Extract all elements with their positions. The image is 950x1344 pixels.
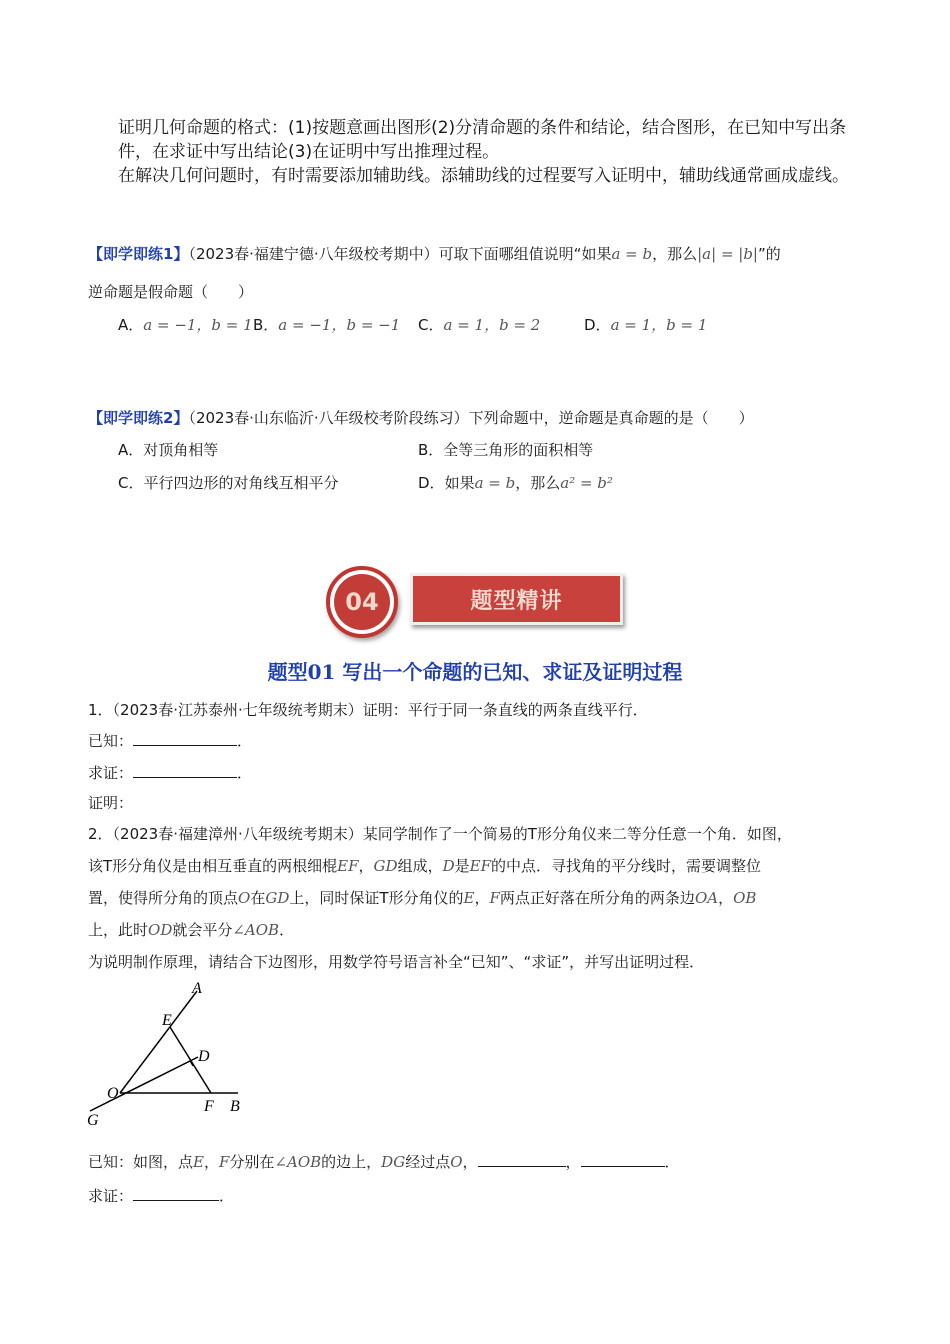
question-1-statement: 证明：平行于同一条直线的两条直线平行． xyxy=(362,701,648,719)
question-1 xyxy=(88,699,648,720)
question-2-source: （2023春·福建漳州·八年级统考期末） xyxy=(112,825,363,843)
known-label: 已知： xyxy=(88,732,134,750)
q2-text: ， xyxy=(718,889,734,907)
t-angle-divider-figure xyxy=(80,975,280,1130)
q2-text: 已知：如图，点 xyxy=(88,1153,194,1171)
exercise-2-question: 下列命题中，逆命题是真命题的是（ ） xyxy=(468,409,754,427)
q2-text: 是 xyxy=(454,857,470,875)
q2-text: 该T形分角仪是由相互垂直的两根细棍 xyxy=(88,857,338,875)
option-math: a = 1，b = 2 xyxy=(443,316,541,334)
q2-math-angle-aob-2: ∠AOB xyxy=(274,1153,322,1171)
exercise-2-source: （2023春·山东临沂·八年级校考阶段练习） xyxy=(188,409,469,427)
q2-text: 上，同时保证T形分角仪的 xyxy=(289,889,464,907)
question-2-line4 xyxy=(88,919,294,940)
question-2-line2 xyxy=(88,855,878,876)
label-a: A xyxy=(192,980,202,997)
option-text: 平行四边形的对角线互相平分 xyxy=(143,474,339,492)
exercise-1-text-b: ，那么 xyxy=(652,245,698,263)
q2-math-d: D xyxy=(442,857,455,875)
label-e: E xyxy=(162,1012,172,1029)
intro-format-paragraph: 证明几何命题的格式：(1)按题意画出图形(2)分清命题的条件和结论，结合图形，在已知中写出条件，在求证中写出结论(3)在证明中写出推理过程。 xyxy=(118,118,847,162)
q2-text: 就会平分 xyxy=(172,921,233,939)
label-f: F xyxy=(204,1098,214,1115)
option-label: C． xyxy=(418,316,444,334)
label-o: O xyxy=(107,1085,119,1102)
q2-math-e-2: E xyxy=(193,1153,204,1171)
q2-text: 两点正好落在所分角的两条边 xyxy=(499,889,695,907)
known-blank-2[interactable] xyxy=(581,1152,665,1167)
q2-text: 在 xyxy=(250,889,266,907)
question-1-known-row: 已知： ． xyxy=(88,732,253,750)
section-label-banner: 题型精讲 xyxy=(410,573,623,625)
q2-text: ． xyxy=(664,1153,680,1171)
exercise-1-source: （2023春·福建宁德·八年级校考期中） xyxy=(188,245,439,263)
option-math: a = 1，b = 1 xyxy=(610,316,708,334)
q2-math-gd: GD xyxy=(373,857,398,875)
option-text: 全等三角形的面积相等 xyxy=(443,441,594,459)
option-label: C． xyxy=(118,474,144,492)
ray-oa xyxy=(120,991,197,1093)
label-d: D xyxy=(198,1048,210,1065)
question-2-line1 xyxy=(88,823,878,844)
intro-block xyxy=(118,116,866,188)
question-1-proof-label: 证明： xyxy=(88,794,134,812)
option-label: A． xyxy=(118,316,144,334)
exercise-2-option-b[interactable] xyxy=(418,439,593,460)
q2-text: ， xyxy=(358,857,374,875)
q2-text: 的中点．寻找角的平分线时，需要调整位 xyxy=(490,857,761,875)
exercise-1-line2: 逆命题是假命题（ ） xyxy=(88,283,254,301)
question-2-line3 xyxy=(88,887,878,908)
question-2-line5: 为说明制作原理，请结合下边图形，用数学符号语言补全“已知”、“求证”，并写出证明过程． xyxy=(88,953,705,971)
q2-math-angle-aob: ∠AOB xyxy=(232,921,280,939)
q2-text: 经过点 xyxy=(405,1153,451,1171)
section-title: 题型01 写出一个命题的已知、求证及证明过程 xyxy=(267,660,683,684)
exercise-1-tag: 【即学即练1】 xyxy=(88,245,189,263)
option-label: B． xyxy=(253,316,279,334)
question-2-text-1: 某同学制作了一个简易的T形分角仪来二等分任意一个角．如图， xyxy=(362,825,792,843)
question-1-number: 1． xyxy=(88,701,113,719)
q2-math-o-2: O xyxy=(450,1153,463,1171)
exercise-2-option-a[interactable] xyxy=(118,439,218,460)
q2-text: 分别在 xyxy=(229,1153,275,1171)
section-number-badge xyxy=(326,566,398,638)
exercise-1-option-d[interactable] xyxy=(584,314,707,335)
q2-math-ef-2: EF xyxy=(469,857,491,875)
q2-text: ， xyxy=(203,1153,219,1171)
option-label: D． xyxy=(584,316,611,334)
q2-math-gd-2: GD xyxy=(265,889,290,907)
q2-text: 上，此时 xyxy=(88,921,149,939)
exercise-2-option-c[interactable] xyxy=(118,472,339,493)
label-b: B xyxy=(230,1098,240,1115)
q2-math-f-2: F xyxy=(218,1153,230,1171)
exercise-1-condition-math: a = b xyxy=(611,245,653,263)
exercise-2-line1 xyxy=(88,407,868,428)
intro-auxiliary-paragraph: 在解决几何问题时，有时需要添加辅助线。添辅助线的过程要写入证明中，辅助线通常画成虚线。 xyxy=(118,166,849,186)
question-2-number: 2． xyxy=(88,825,113,843)
section-number: 04 xyxy=(334,574,390,630)
segment-gd xyxy=(90,1057,198,1111)
exercise-2-tag: 【即学即练2】 xyxy=(88,409,189,427)
known-blank-1[interactable] xyxy=(478,1152,566,1167)
q2-text: ， xyxy=(565,1153,581,1171)
question-1-prove-row: 求证： ． xyxy=(88,764,253,782)
question-2-known-row xyxy=(88,1151,878,1172)
q2-math-ob: OB xyxy=(733,889,757,907)
q2-math-o: O xyxy=(238,889,251,907)
q2-math-e: E xyxy=(463,889,475,907)
prove-label: 求证： xyxy=(88,1187,134,1205)
option-text: 如果 xyxy=(444,474,475,492)
prove-blank[interactable] xyxy=(133,763,237,778)
q2-text: ， xyxy=(462,1153,478,1171)
option-math: a = b xyxy=(474,474,516,492)
exercise-1-option-c[interactable] xyxy=(418,314,540,335)
q2-text: ． xyxy=(279,921,295,939)
exercise-1-text-c: ”的 xyxy=(758,245,781,263)
q2-text: ． xyxy=(219,1187,235,1205)
q2-text: ， xyxy=(474,889,490,907)
option-math: a = −1，b = 1 xyxy=(143,316,253,334)
q2-text: 组成， xyxy=(397,857,443,875)
q2-math-od: OD xyxy=(148,921,173,939)
option-label: A． xyxy=(118,441,144,459)
exercise-1-text: 可取下面哪组值说明“如果 xyxy=(438,245,612,263)
q2-text: 的边上， xyxy=(321,1153,382,1171)
exercise-1-option-b[interactable] xyxy=(253,314,400,335)
q2-math-dg: DG xyxy=(381,1153,406,1171)
option-math-2: a² = b² xyxy=(560,474,613,492)
exercise-1-line1 xyxy=(88,243,868,265)
question-1-source: （2023春·江苏泰州·七年级统考期末） xyxy=(112,701,363,719)
prove-label: 求证： xyxy=(88,764,134,782)
q2-math-f: F xyxy=(489,889,500,907)
question-2-prove-row xyxy=(88,1185,234,1206)
option-math: a = −1，b = −1 xyxy=(278,316,401,334)
q2-math-ef: EF xyxy=(337,857,359,875)
label-g: G xyxy=(87,1112,99,1129)
exercise-1-option-a[interactable] xyxy=(118,314,253,335)
q2-text: 置，使得所分角的顶点 xyxy=(88,889,239,907)
option-label: B． xyxy=(418,441,444,459)
option-text-2: ，那么 xyxy=(515,474,561,492)
exercise-2-option-d[interactable] xyxy=(418,472,613,493)
option-text: 对顶角相等 xyxy=(143,441,219,459)
known-blank[interactable] xyxy=(133,731,237,746)
option-label: D． xyxy=(418,474,445,492)
prove-blank[interactable] xyxy=(133,1186,219,1201)
exercise-1-conclusion-math: |a| = |b| xyxy=(697,245,758,263)
q2-math-oa: OA xyxy=(694,889,719,907)
